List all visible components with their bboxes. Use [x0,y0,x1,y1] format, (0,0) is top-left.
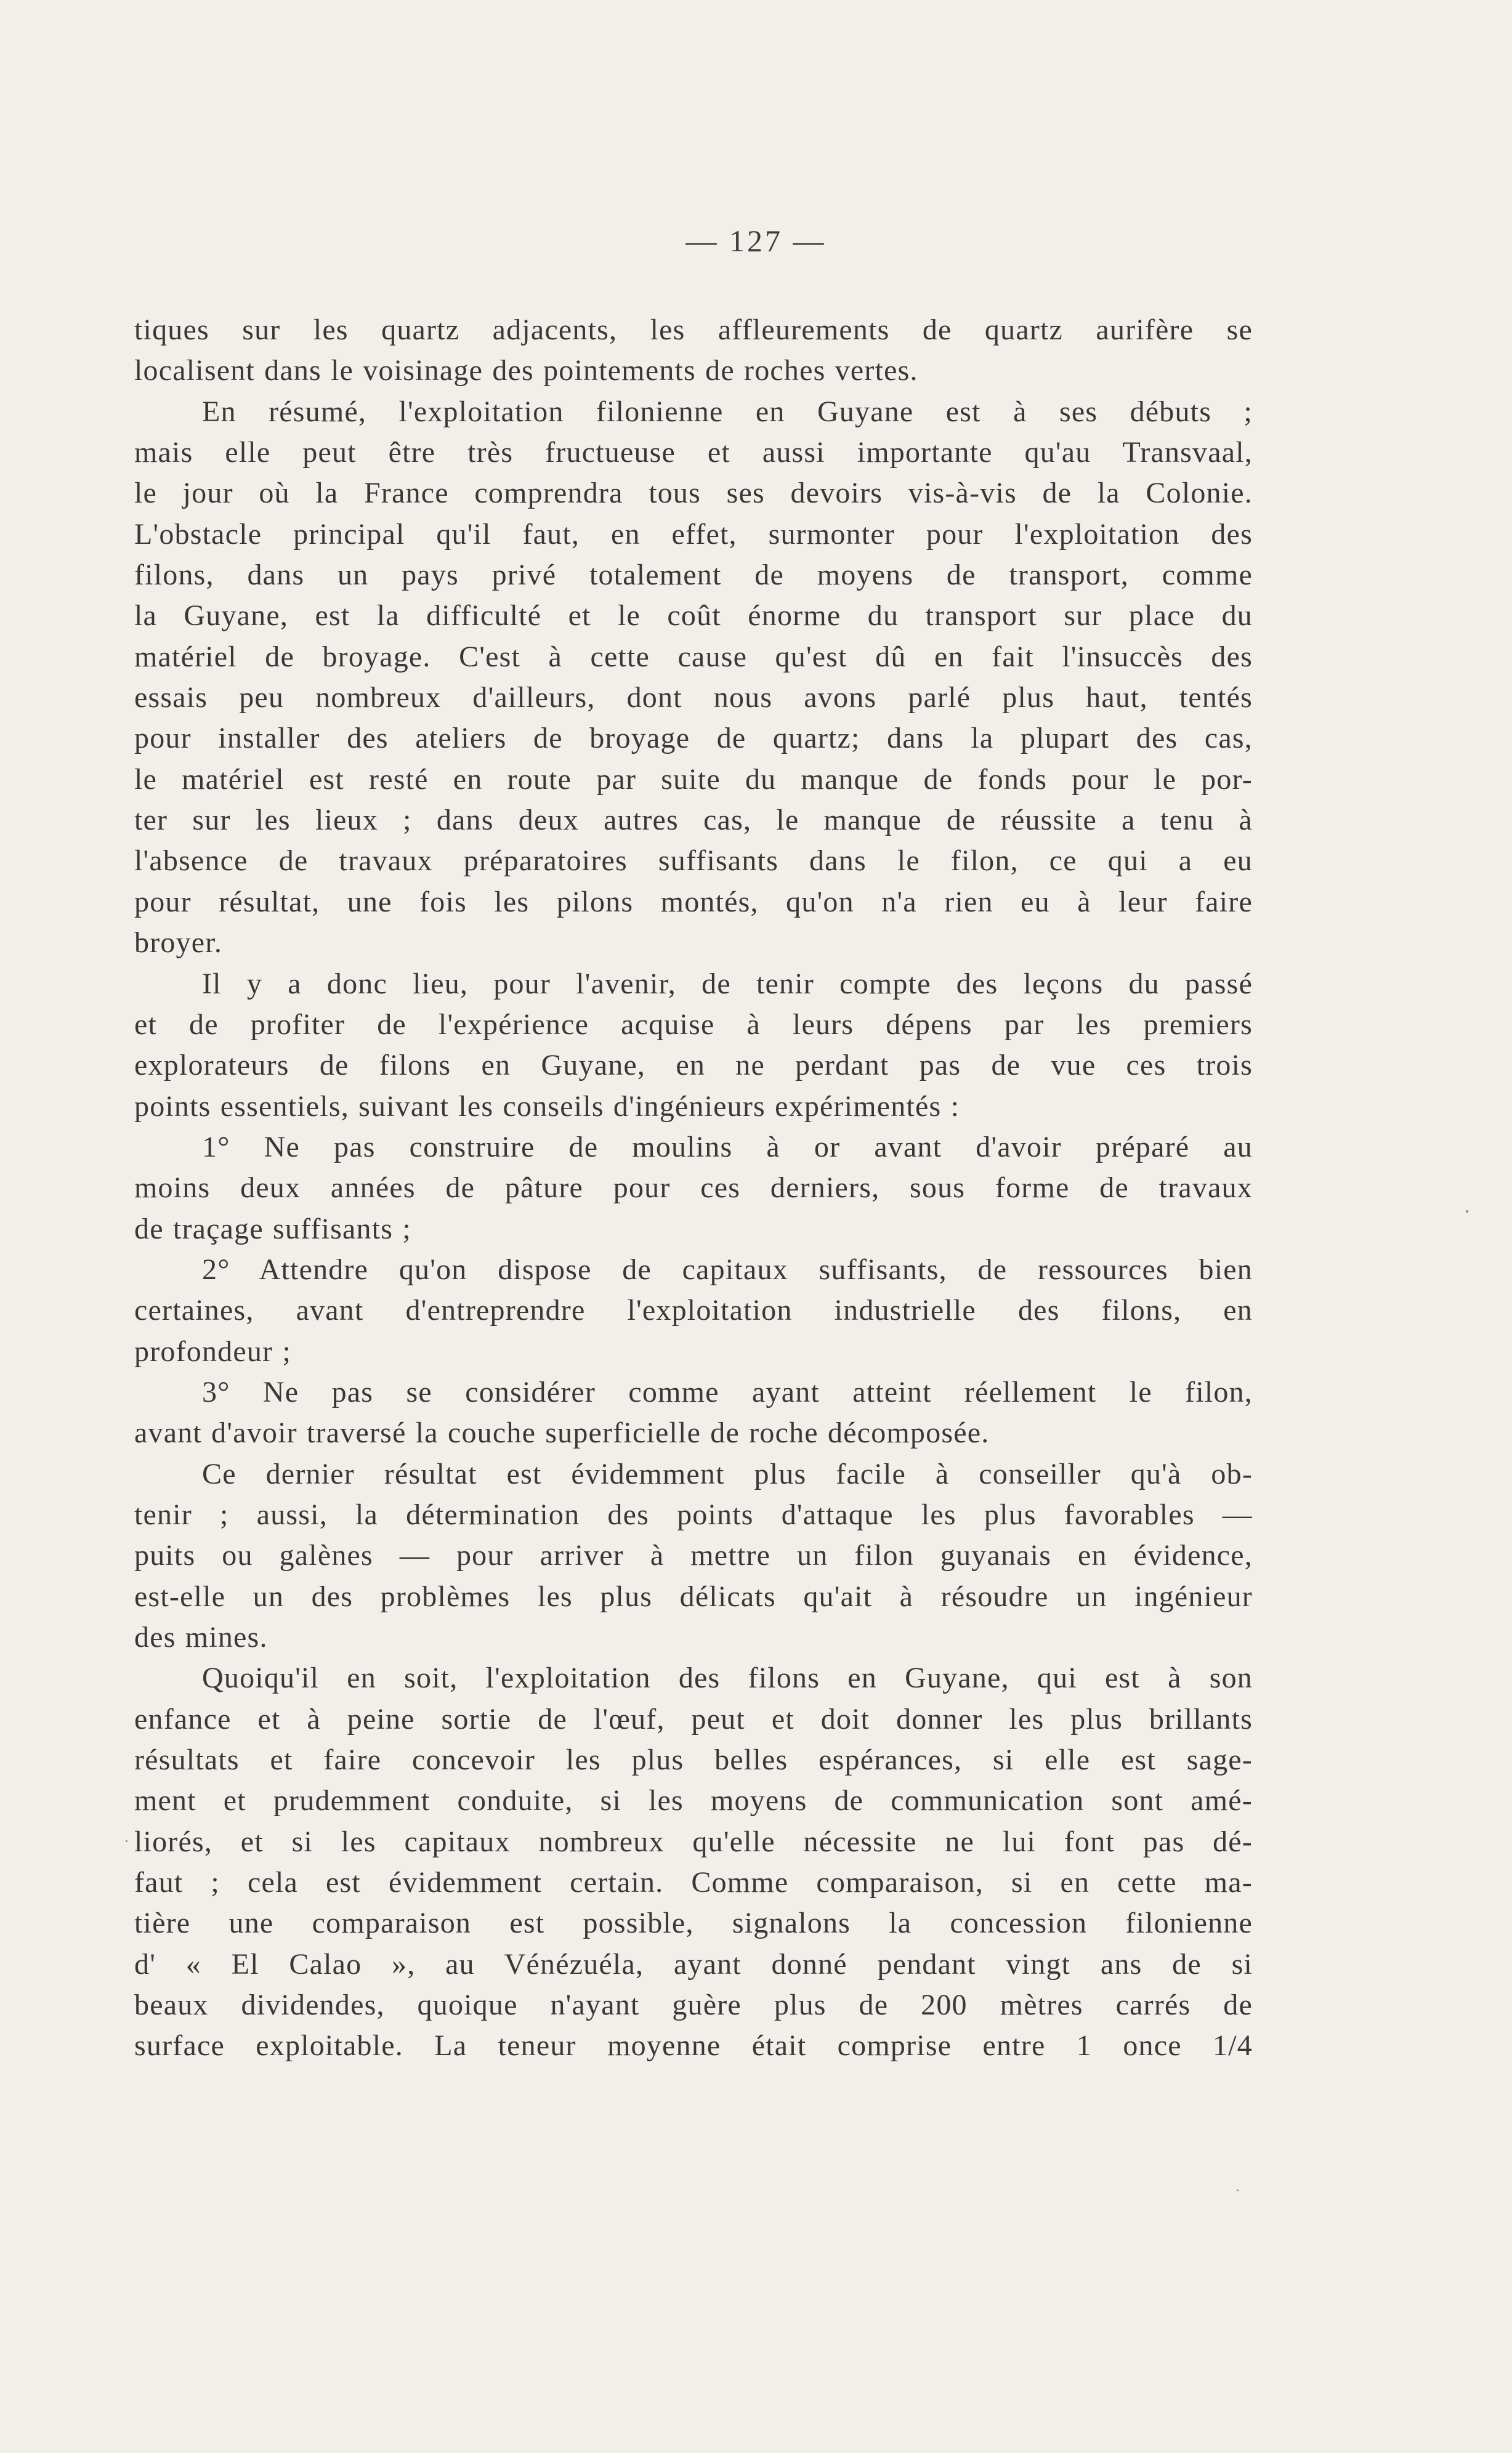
text-line: de traçage suffisants ; [134,1212,411,1245]
text-line: Quoiqu'il en soit, l'exploitation des filons en Guyane, qui est à son [202,1662,1253,1695]
text-line: l'absence de travaux préparatoires suffisants dans le filon, ce qui a eu [134,844,1253,878]
text-line: profondeur ; [134,1335,291,1368]
text-line: moins deux années de pâture pour ces derniers, sous forme de travaux [134,1171,1253,1205]
text-line: le matériel est resté en route par suite du manque de fonds pour le por- [134,762,1253,796]
text-line: tière une comparaison est possible, signalons la concession filonienne [134,1907,1253,1940]
text-line: broyer. [134,926,223,960]
text-line: mais elle peut être très fructueuse et aussi importante qu'au Transvaal, [134,436,1253,469]
text-line: enfance et à peine sortie de l'œuf, peut et doit donner les plus brillants [134,1702,1253,1736]
text-line: Il y a donc lieu, pour l'avenir, de tenir compte des leçons du passé [202,967,1253,1000]
text-line: la Guyane, est la difficulté et le coût énorme du transport sur place du [134,599,1253,632]
paper-speck [1466,1210,1468,1213]
text-line: tiques sur les quartz adjacents, les affleurements de quartz aurifère se [134,313,1253,346]
text-line: ter sur les lieux ; dans deux autres cas, le manque de réussite a tenu à [134,804,1253,837]
text-line: 1° Ne pas construire de moulins à or avant d'avoir préparé au [202,1130,1253,1163]
text-line: localisent dans le voisinage des pointements de roches vertes. [134,354,918,387]
paper-speck [126,1840,127,1842]
text-line: En résumé, l'exploitation filonienne en Guyane est à ses débuts ; [202,395,1253,428]
text-line: 3° Ne pas se considérer comme ayant atteint réellement le filon, [202,1375,1253,1408]
text-line: ment et prudemment conduite, si les moyens de communication sont amé- [134,1784,1253,1817]
text-line: faut ; cela est évidemment certain. Comme comparaison, si en cette ma- [134,1866,1253,1899]
text-line: avant d'avoir traversé la couche superficielle de roche décomposée. [134,1416,990,1450]
text-line: pour résultat, une fois les pilons montés, qu'on n'a rien eu à leur faire [134,885,1253,918]
text-line: surface exploitable. La teneur moyenne était comprise entre 1 once 1/4 [134,2029,1253,2063]
body-text [134,310,1253,2067]
text-line: points essentiels, suivant les conseils d'ingénieurs expérimentés : [134,1089,960,1123]
text-line: tenir ; aussi, la détermination des points d'attaque les plus favorables — [134,1498,1253,1531]
text-line: certaines, avant d'entreprendre l'exploitation industrielle des filons, en [134,1294,1253,1327]
text-line: 2° Attendre qu'on dispose de capitaux suffisants, de ressources bien [202,1253,1253,1286]
text-line: d' « El Calao », au Vénézuéla, ayant donné pendant vingt ans de si [134,1947,1253,1981]
text-line: essais peu nombreux d'ailleurs, dont nous avons parlé plus haut, tentés [134,681,1253,714]
page-number: — 127 — [685,224,827,258]
text-line: matériel de broyage. C'est à cette cause qu'est dû en fait l'insuccès des [134,640,1253,673]
text-line: et de profiter de l'expérience acquise à leurs dépens par les premiers [134,1008,1253,1041]
text-line: puits ou galènes — pour arriver à mettre un filon guyanais en évidence, [134,1539,1253,1572]
text-line: pour installer des ateliers de broyage de quartz; dans la plupart des cas, [134,722,1253,755]
text-line: des mines. [134,1621,268,1654]
text-line: est-elle un des problèmes les plus délicats qu'ait à résoudre un ingénieur [134,1580,1253,1613]
text-line: L'obstacle principal qu'il faut, en effet, surmonter pour l'exploitation des [134,517,1253,551]
text-line: filons, dans un pays privé totalement de moyens de transport, comme [134,559,1253,592]
text-line: Ce dernier résultat est évidemment plus facile à conseiller qu'à ob- [202,1457,1253,1490]
paper-speck [1237,2189,1239,2191]
text-line: beaux dividendes, quoique n'ayant guère plus de 200 mètres carrés de [134,1989,1253,2022]
text-line: résultats et faire concevoir les plus belles espérances, si elle est sage- [134,1744,1253,1777]
text-line: liorés, et si les capitaux nombreux qu'elle nécessite ne lui font pas dé- [134,1825,1253,1858]
text-line: le jour où la France comprendra tous ses devoirs vis-à-vis de la Colonie. [134,477,1253,510]
text-line: explorateurs de filons en Guyane, en ne perdant pas de vue ces trois [134,1049,1253,1082]
